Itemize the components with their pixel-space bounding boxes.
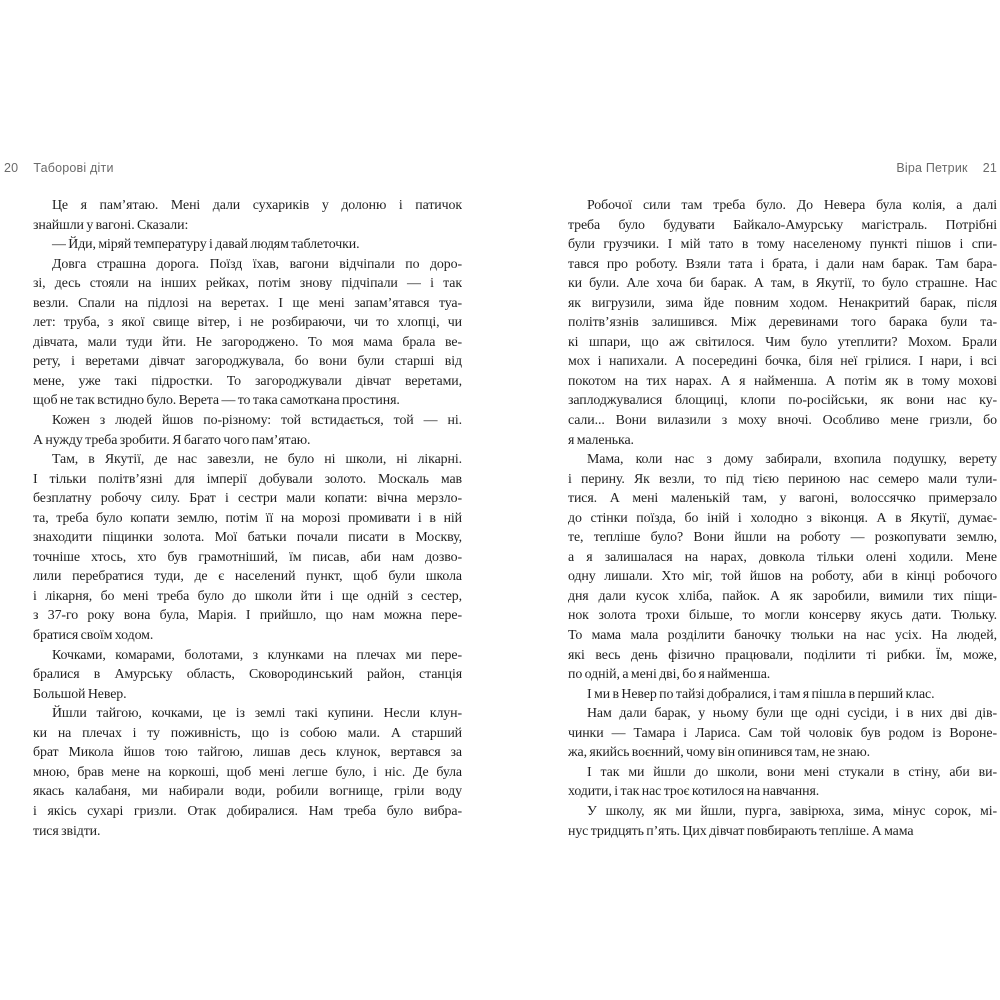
text-line: дня дали кусок хліба, пайок. А як заробили, вимили тих піщи- xyxy=(568,588,997,604)
text-line: були грузчики. І мій тато в тому населеному пункті пішов і спи- xyxy=(568,237,997,253)
paragraph xyxy=(568,802,997,841)
paragraph xyxy=(568,450,997,685)
text-line: жа, якийсь воєнний, чому він опинився там, не знаю. xyxy=(568,745,870,761)
text-line: те, тепліше було? Вони йшли на роботу — розкопувати землю, xyxy=(568,530,997,546)
text-line: Йшли тайгою, кочками, це із землі такі купини. Несли клун- xyxy=(52,706,462,722)
text-line: Це я пам’ятаю. Мені дали сухариків у долоню і патичок xyxy=(52,198,462,213)
text-line: політв’язнів залишився. Між деревинами того барака були та- xyxy=(568,315,997,331)
text-line: щоб не так встидно було. Верета — то така самоткана простиня. xyxy=(33,393,400,409)
paragraph xyxy=(33,411,462,450)
paragraph xyxy=(33,646,462,705)
left-page-number: 20 xyxy=(4,161,19,175)
right-page-number: 21 xyxy=(982,161,997,175)
text-line: братися своїм ходом. xyxy=(33,628,154,644)
paragraph xyxy=(568,196,997,450)
text-line: по одній, а мені дві, бо я найменша. xyxy=(568,667,771,683)
text-line: знайшли у вагоні. Сказали: xyxy=(33,217,189,233)
text-line: та, треба було копати землю, потім її на морозі промивати і в ній xyxy=(33,510,462,526)
paragraph xyxy=(33,196,462,235)
text-line: А нужду треба зробити. Я багато чого пам’ятаю. xyxy=(33,432,311,448)
paragraph xyxy=(568,763,997,802)
text-line: Кочками, комарами, болотами, з клунками на плечах ми пере- xyxy=(52,647,462,663)
text-line: точніше хтось, хто був грамотніший, їм писав, аби нам дозво- xyxy=(33,549,462,565)
text-line: Кожен з людей йшов по-різному: той встидається, той — ні. xyxy=(52,413,462,429)
left-running-head xyxy=(4,161,114,176)
text-line: брат Микола йшов тою тайгою, лишав десь клунок, вертався за xyxy=(33,745,462,761)
text-line: тися. А мені маленькій там, у вагоні, волоссячко примерзало xyxy=(568,491,997,507)
text-line: треба було будувати Байкало-Амурську магістраль. Потрібні xyxy=(568,217,997,233)
text-line: і лікарня, бо мені треба було до школи йти і ще одній з сестер, xyxy=(33,588,462,604)
text-line: нус тридцять п’ять. Цих дівчат повбирають тепліше. А мама xyxy=(568,823,914,839)
text-line: нок золота трохи більше, то могли консерву якусь дати. Тюльку. xyxy=(568,608,997,624)
text-line: я маленька. xyxy=(568,432,634,448)
text-line: до стінки поїзда, бо іній і холодно з віконця. А в Якутії, думає- xyxy=(568,510,997,526)
text-line: Большой Невер. xyxy=(33,686,127,702)
text-line: тався про роботу. Взяли тата і брата, і дали нам барак. Там бара- xyxy=(568,256,997,272)
text-line: Мама, коли нас з дому забирали, вхопила подушку, верету xyxy=(587,452,997,468)
text-line: якась калабаня, ми набирали води, робили вогнище, гріли воду xyxy=(33,784,462,800)
text-line: а я залишалася на нарах, довкола тільки олені ходили. Мене xyxy=(568,549,997,565)
paragraph xyxy=(568,704,997,763)
text-line: мене, уже такі підростки. То загороджували дівчат веретами, xyxy=(33,373,462,389)
text-line: мною, брав мене на коркоші, щоб мені легше було, і ніс. Де була xyxy=(33,764,462,780)
text-line: ки були. Але хоча би барак. А там, в Якутії, то було страшне. Нас xyxy=(568,276,997,292)
right-page-text-column xyxy=(568,196,997,841)
author-name: Віра Петрик xyxy=(896,161,968,175)
text-line: І тільки політв’язні для імперії добували золото. Москаль мав xyxy=(33,471,462,487)
text-line: ки на плечах і ту поживність, що із собою мали. А старший xyxy=(33,725,462,741)
text-line: одну лишали. Хто міг, той йшов на роботу, аби в кінці робочого xyxy=(568,569,997,585)
text-line: які весь день фізично працювали, поділити ті рибки. Їм, може, xyxy=(568,647,997,663)
text-line: і якісь сухарі гризли. Отак добиралися. Нам треба було вибра- xyxy=(33,803,462,819)
text-line: кі шпари, що аж світилося. Чим було утеплити? Мохом. Брали xyxy=(568,334,997,350)
left-page-text-column xyxy=(33,196,462,841)
right-running-head xyxy=(896,161,997,176)
text-line: рету, і веретами дівчат загороджувала, бо вони були старші від xyxy=(33,354,462,370)
text-line: покотом на тих нарах. А я найменша. А потім як в тому мохові xyxy=(568,373,997,389)
paragraph xyxy=(33,450,462,645)
text-line: і перину. Як везли, то під тією периною нас семеро мали тули- xyxy=(568,471,997,487)
paragraph xyxy=(33,235,462,255)
text-line: чинки — Тамара і Лариса. Сам той чоловік був родом із Вороне- xyxy=(568,725,997,741)
text-line: лили перебратися туди, де є населений пункт, щоб були школа xyxy=(33,569,462,585)
paragraph xyxy=(33,255,462,411)
text-line: У школу, як ми йшли, пурга, завірюха, зима, мінус сорок, мі- xyxy=(587,803,997,819)
text-line: сали... Вони вилазили з моху вночі. Особливо мене гризли, бо xyxy=(568,413,997,429)
text-line: заплоджувалися блощиці, клопи по-російськи, як вони нас ку- xyxy=(568,393,997,409)
paragraph xyxy=(33,704,462,841)
text-line: — Йди, міряй температуру і давай людям таблеточки. xyxy=(52,237,360,253)
text-line: знаходити піщинки золота. Мої батьки почали писати в Москву, xyxy=(33,530,462,546)
text-line: мох і напихали. А посередині бочка, біля неї грілися. І нари, і всі xyxy=(568,354,997,370)
text-line: як вигрузили, зима йде повним ходом. Ненакритий барак, після xyxy=(568,295,997,311)
paragraph xyxy=(568,685,997,705)
text-line: Робочої сили там треба було. До Невера була колія, а далі xyxy=(587,198,997,213)
text-line: везли. Спали на підлозі на веретах. І ще мені запам’ятався туа- xyxy=(33,295,462,311)
text-line: Нам дали барак, у ньому були ще одні сусіди, і в них дві дів- xyxy=(587,706,997,722)
text-line: ходити, і так нас троє котилося на навчання. xyxy=(568,784,820,800)
text-line: з 37-го року вона була, Марія. І прийшло, що нам можна пере- xyxy=(33,608,462,624)
text-line: дівчата, мали туди йти. Не загороджено. То моя мама брала ве- xyxy=(33,334,462,350)
text-line: тися звідти. xyxy=(33,823,101,839)
text-line: лет: труба, з якої свище вітер, і не розбираючи, чи то хлопці, чи xyxy=(33,315,462,331)
book-title: Таборові діти xyxy=(33,161,114,175)
text-line: Там, в Якутії, де нас завезли, не було ні школи, ні лікарні. xyxy=(52,452,462,468)
text-line: зі, десь стояли на інших рейках, потім знову підчіпали — і так xyxy=(33,276,462,292)
text-line: То мама мала розділити баночку тюльки на нас усіх. На людей, xyxy=(568,628,997,644)
text-line: І ми в Невер по тайзі добралися, і там я пішла в перший клас. xyxy=(587,686,935,702)
text-line: Довга страшна дорога. Поїзд їхав, вагони відчіпали по доро- xyxy=(52,256,462,272)
text-line: бралися в Амурську область, Сковородинський район, станція xyxy=(33,667,462,683)
text-line: безплатну робочу силу. Брат і сестри мали копати: вічна мерзло- xyxy=(33,491,462,507)
text-line: І так ми йшли до школи, вони мені стукали в стіну, аби ви- xyxy=(587,764,997,780)
